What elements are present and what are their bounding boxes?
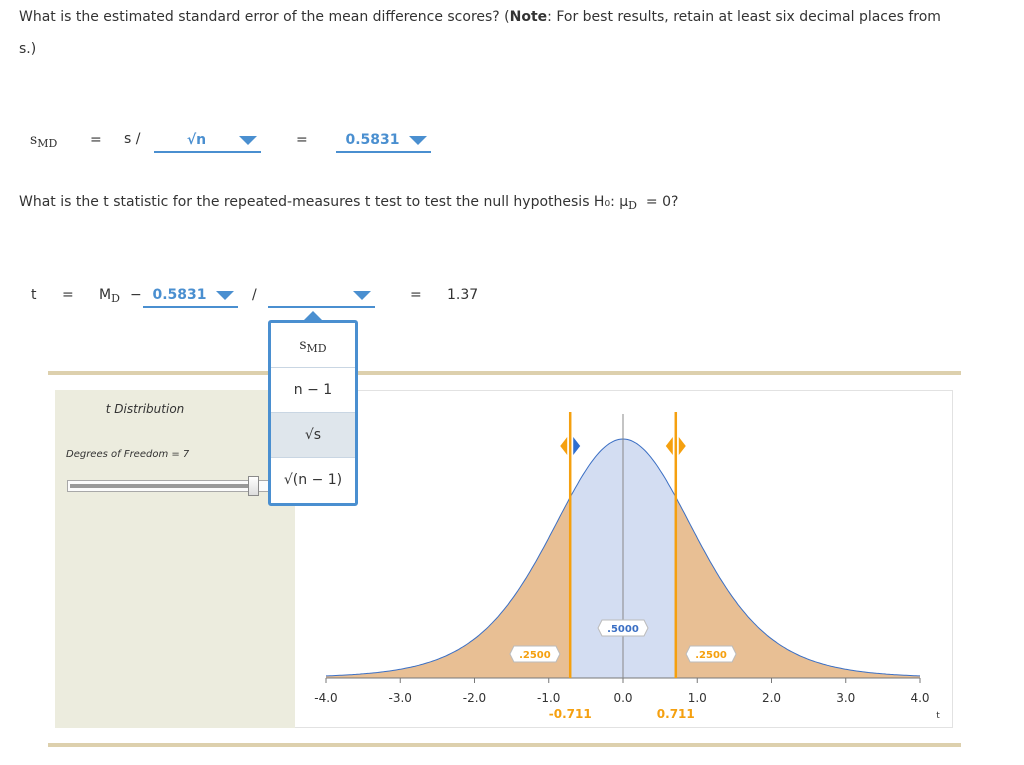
smd-s: s [30, 132, 38, 148]
option-sqrt-n-minus-1[interactable]: √(n − 1) [283, 472, 343, 488]
smd-sub: MD [37, 137, 58, 150]
x-tick-label: 1.0 [687, 691, 707, 705]
question-1-text: : For best results, retain at least six decimal places from [547, 9, 941, 25]
region-probability-label: .2500 [519, 650, 551, 661]
x-tick-label: 4.0 [910, 691, 930, 705]
x-tick-label: -1.0 [537, 691, 561, 705]
handle-arrow-right-icon [679, 437, 686, 455]
question-1-prefix: What is the estimated standard error of the mean difference scores? ( [19, 9, 510, 25]
md-m: M [99, 287, 112, 303]
df-label: Degrees of Freedom = 7 [66, 449, 190, 460]
option-smd-sub: MD [306, 342, 327, 355]
equals-sign-3: = [62, 287, 74, 303]
left-critical-label: -0.711 [548, 707, 592, 721]
handle-arrow-left-icon [666, 437, 673, 455]
s-over-label: s / [124, 131, 141, 147]
question-2-tail: = 0? [645, 194, 679, 210]
option-n-minus-1[interactable]: n − 1 [271, 368, 355, 413]
t-symbol: t [31, 287, 37, 303]
x-tick-label: 0.0 [613, 691, 633, 705]
note-label: Note [509, 9, 548, 25]
equals-sign-4: = [410, 287, 422, 303]
minus-sign: − [130, 287, 142, 303]
option-sqrt-s[interactable]: √s [271, 413, 355, 458]
handle-arrow-right-icon [573, 437, 580, 455]
x-tick-label: 2.0 [761, 691, 782, 705]
result-dropdown-1-value: 0.5831 [345, 132, 400, 148]
question-2-text: What is the t statistic for the repeated-measures t test to test the null hypothesis H₀: μ [19, 194, 629, 210]
division-slash: / [252, 287, 257, 303]
handle-arrow-left-icon [560, 437, 567, 455]
question-1-cont: s.) [19, 41, 37, 57]
md-sub: D [111, 292, 120, 305]
x-axis-label: t [936, 711, 940, 721]
option-smd[interactable] [271, 323, 355, 368]
mu-sub: D [628, 199, 637, 212]
t-result: 1.37 [447, 287, 479, 303]
option-smd-label: s [299, 337, 307, 353]
denominator-options-popup [268, 320, 358, 506]
panel-title: t Distribution [105, 402, 185, 416]
right-critical-label: 0.711 [656, 707, 695, 721]
equals-sign-2: = [296, 132, 308, 148]
x-tick-label: -4.0 [314, 691, 338, 705]
x-tick-label: 3.0 [836, 691, 856, 705]
x-tick-label: -2.0 [462, 691, 487, 705]
equals-sign-1: = [90, 132, 102, 148]
numerator-dropdown-2-value: 0.5831 [152, 287, 207, 303]
region-probability-label: .2500 [695, 650, 727, 661]
denominator-dropdown-1-value: √n [186, 132, 207, 148]
region-probability-label: .5000 [607, 624, 639, 635]
x-tick-label: -3.0 [388, 691, 412, 705]
